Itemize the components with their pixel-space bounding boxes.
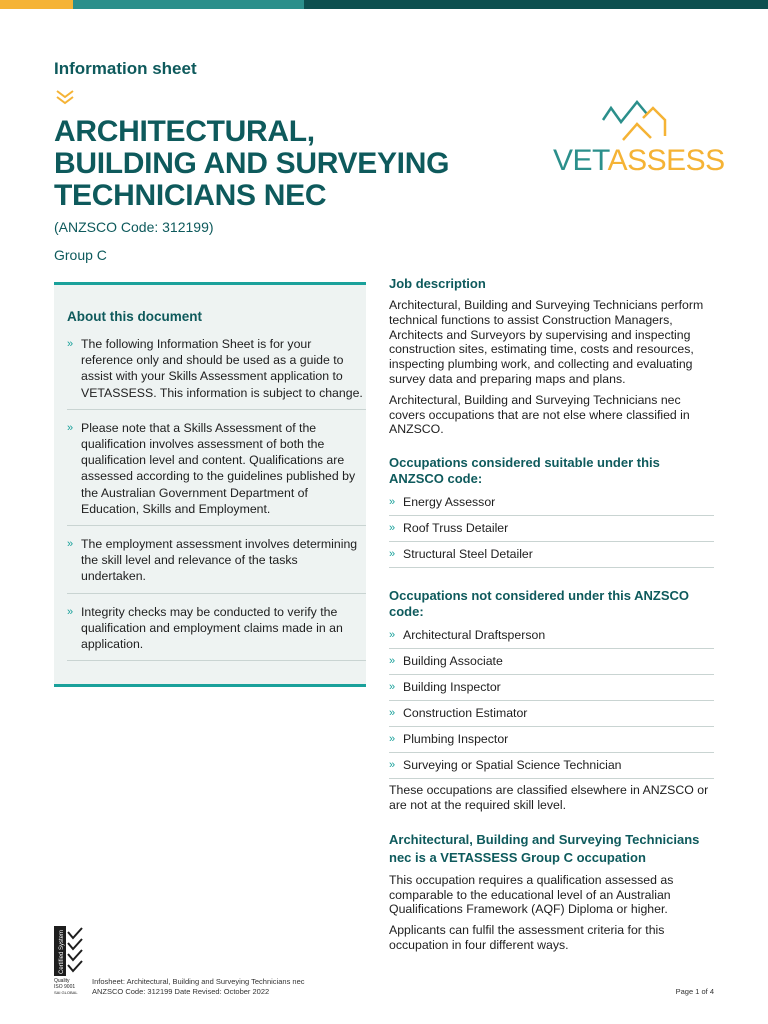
list-item bbox=[389, 728, 714, 753]
cert-quality: Quality bbox=[54, 978, 70, 984]
group-label: Group C bbox=[54, 247, 107, 263]
list-item-text: Building Inspector bbox=[403, 680, 501, 695]
list-item bbox=[389, 624, 714, 649]
anzsco-code: (ANZSCO Code: 312199) bbox=[54, 219, 214, 235]
group-c-heading: Architectural, Building and Surveying Technicians nec is a VETASSESS Group C occupation bbox=[389, 831, 700, 865]
about-item bbox=[67, 417, 366, 526]
list-item-text: Construction Estimator bbox=[403, 706, 528, 721]
not-suitable-note: These occupations are classified elsewhere in ANZSCO or are not at the required skill level. bbox=[389, 783, 709, 812]
cert-org: SAI GLOBAL bbox=[54, 990, 78, 995]
list-item-text: Plumbing Inspector bbox=[403, 732, 509, 747]
list-item-text: Building Associate bbox=[403, 654, 503, 669]
top-color-bar bbox=[0, 0, 768, 9]
sheet-label: Information sheet bbox=[54, 59, 197, 78]
not-suitable-heading: Occupations not considered under this ANZSCO code: bbox=[389, 588, 689, 620]
bullet-icon: » bbox=[389, 548, 396, 561]
about-item-text: The employment assessment involves determining the skill level and relevance of the tasks undertaken. bbox=[81, 537, 358, 584]
title-line-1: ARCHITECTURAL, bbox=[54, 115, 315, 148]
bullet-icon: » bbox=[389, 629, 396, 642]
about-item-text: Please note that a Skills Assessment of the qualification involves assessment of both the qualification level and content. Qualifications are assessed according to the guidelines published by the Australian Government Department of Education, Skills and Employment. bbox=[81, 420, 356, 516]
bullet-icon: » bbox=[67, 605, 74, 618]
list-item bbox=[389, 650, 714, 675]
bullet-icon: » bbox=[389, 733, 396, 746]
suitable-heading: Occupations considered suitable under this ANZSCO code: bbox=[389, 455, 660, 487]
job-para-1: Architectural, Building and Surveying Technicians perform technical functions to assist Construction Managers, Architects and Surveyors by supervising and inspecting construction sites, estimating time, costs and resources, inspecting plumbing work, and collecting and evaluating survey data and preparing maps and plans. bbox=[389, 298, 704, 386]
about-item bbox=[67, 601, 366, 662]
certified-system-badge bbox=[54, 926, 86, 998]
list-item bbox=[389, 543, 714, 568]
double-chevron-down-icon bbox=[54, 88, 76, 106]
page-title bbox=[54, 116, 484, 212]
page-number: Page 1 of 4 bbox=[675, 987, 714, 996]
bullet-icon: » bbox=[67, 338, 74, 350]
suitable-list bbox=[389, 491, 714, 568]
list-item bbox=[389, 702, 714, 727]
about-heading: About this document bbox=[67, 309, 202, 324]
about-item-text: Integrity checks may be conducted to verify the qualification and employment claims made in an application. bbox=[81, 604, 343, 652]
footer-line-1: Infosheet: Architectural, Building and Surveying Technicians nec bbox=[92, 977, 305, 986]
about-list bbox=[67, 333, 366, 668]
bullet-icon: » bbox=[389, 759, 396, 772]
not-suitable-list bbox=[389, 624, 714, 779]
list-item-text: Energy Assessor bbox=[403, 495, 496, 510]
bullet-icon: » bbox=[67, 421, 74, 434]
job-para-2: Architectural, Building and Surveying Technicians nec covers occupations that are not else where classified in ANZSCO. bbox=[389, 392, 690, 437]
list-item bbox=[389, 491, 714, 516]
about-item bbox=[67, 533, 366, 594]
group-c-para-1: This occupation requires a qualification assessed as comparable to the educational level of an Australian Qualifications Framework (AQF) Diploma or higher. bbox=[389, 872, 674, 917]
footer bbox=[92, 977, 305, 997]
job-heading: Job description bbox=[389, 276, 486, 291]
logo-vet: VET bbox=[553, 144, 608, 177]
right-column bbox=[389, 276, 714, 953]
top-bar-yellow bbox=[0, 0, 73, 9]
list-item-text: Architectural Draftsperson bbox=[403, 628, 546, 643]
title-line-3: TECHNICIANS NEC bbox=[54, 179, 327, 212]
bullet-icon: » bbox=[389, 707, 396, 720]
about-panel bbox=[54, 282, 366, 687]
cert-label: Certified System bbox=[59, 929, 65, 974]
list-item-text: Structural Steel Detailer bbox=[403, 547, 533, 562]
footer-line-2: ANZSCO Code: 312199 Date Revised: October 2022 bbox=[92, 987, 270, 996]
about-item bbox=[67, 333, 366, 410]
title-line-2: BUILDING AND SURVEYING bbox=[54, 147, 450, 180]
bullet-icon: » bbox=[67, 538, 74, 551]
list-item-text: Roof Truss Detailer bbox=[403, 521, 509, 536]
bullet-icon: » bbox=[389, 681, 396, 694]
vetassess-logo bbox=[553, 144, 725, 178]
group-c-para-2: Applicants can fulfil the assessment criteria for this occupation in four different ways. bbox=[389, 923, 665, 952]
cert-iso: ISO 9001 bbox=[54, 984, 76, 990]
bullet-icon: » bbox=[389, 655, 396, 668]
bullet-icon: » bbox=[389, 496, 396, 509]
bullet-icon: » bbox=[389, 522, 396, 535]
list-item bbox=[389, 676, 714, 701]
list-item bbox=[389, 754, 714, 779]
top-bar-teal bbox=[73, 0, 304, 9]
top-bar-dark-teal bbox=[304, 0, 768, 9]
about-item-text: The following Information Sheet is for your reference only and should be used as a guide to assist with your Skills Assessment application to VETASSESS. This information is subject to change. bbox=[81, 337, 363, 400]
list-item bbox=[389, 517, 714, 542]
list-item-text: Surveying or Spatial Science Technician bbox=[403, 758, 622, 773]
logo-assess: ASSESS bbox=[607, 144, 725, 177]
